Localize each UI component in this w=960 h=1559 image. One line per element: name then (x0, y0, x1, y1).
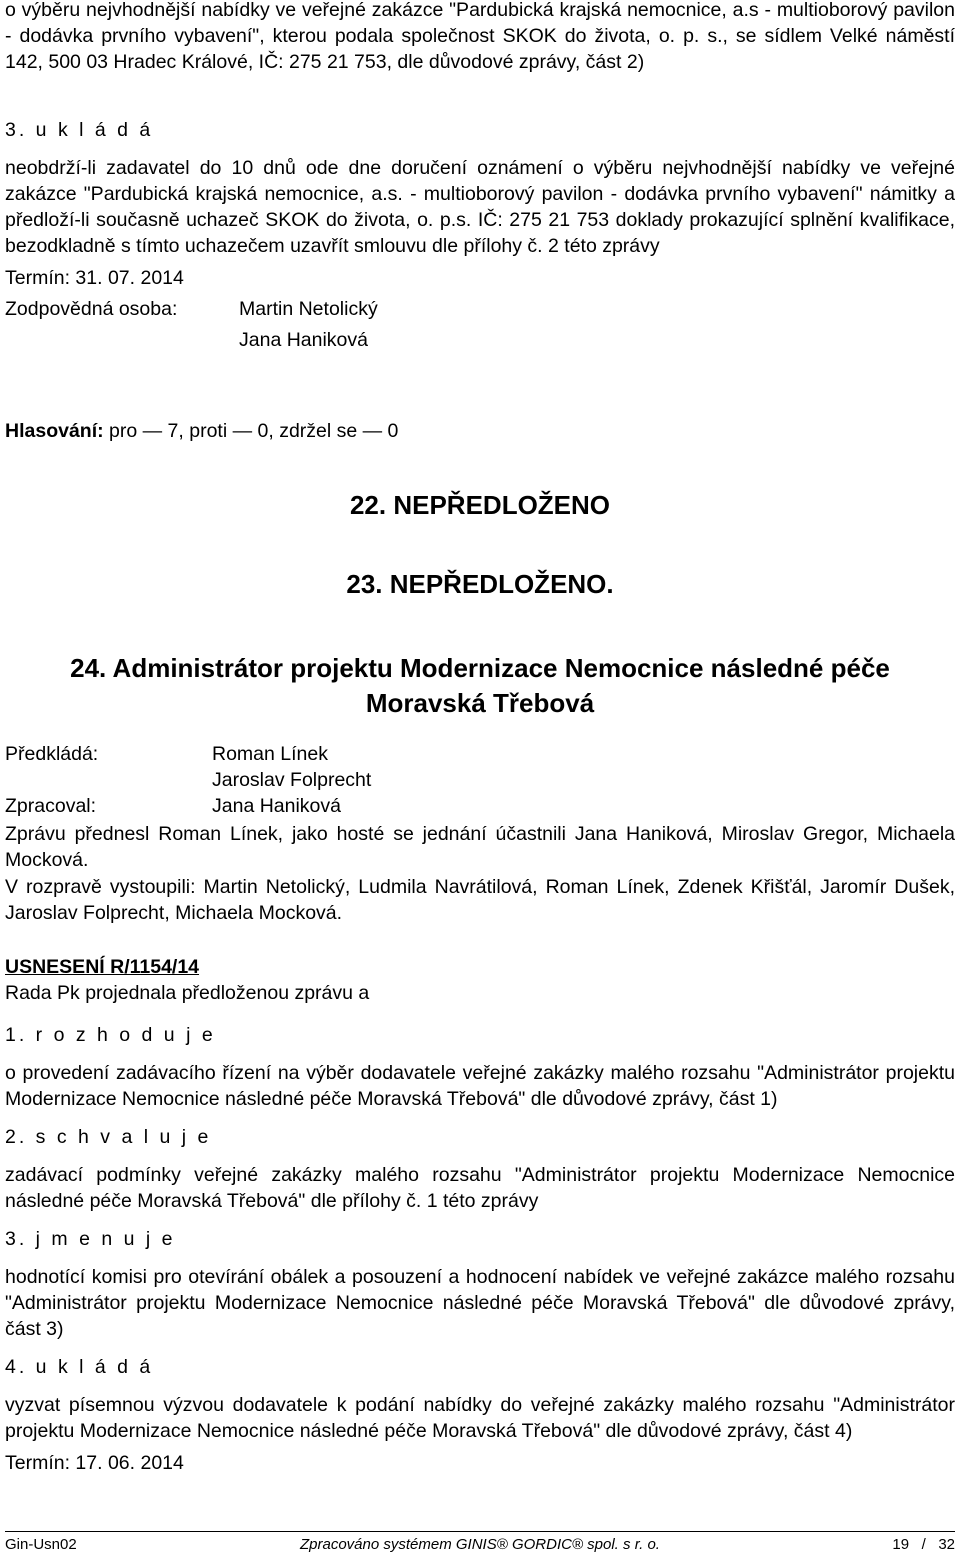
resolution-item-1-label: 1. r o z h o d u j e (5, 1024, 216, 1046)
top-paragraph: o výběru nejvhodnější nabídky ve veřejné zakázce "Pardubická krajská nemocnice, a.s - multioborový pavilon - dodávka prvního vybavení", kterou podala společnost SKOK do života, o. p. s., se sídlem Velké náměstí 142, 500 03 Hradec Králové, IČ: 275 21 753, dle důvodové zprávy, část 2) (5, 0, 955, 73)
responsible-person-2: Jana Haniková (239, 329, 368, 351)
item-3-label: 3. u k l á d á (5, 119, 154, 141)
resolution-title: USNESENÍ R/1154/14 (5, 956, 200, 978)
resolution-item-3-text: hodnotící komisi pro otevírání obálek a posouzení a hodnocení nabídek ve veřejné zakázce malého rozsahu "Administrátor projektu Modernizace Nemocnice následné péče Moravská Třebová" dle důvodové zprávy, část 3) (5, 1266, 955, 1340)
debate-paragraph: V rozpravě vystoupili: Martin Netolický, Ludmila Navrátilová, Roman Línek, Zdenek Křišťál, Jaromír Dušek, Jaroslav Folprecht, Michaela Mocková. (5, 876, 955, 924)
resolution-item-4-text: vyzvat písemnou výzvou dodavatele k podání nabídky do veřejné zakázky malého rozsahu "Administrátor projektu Modernizace Nemocnice následné péče Moravská Třebová" dle důvodové zprávy, část 4) (5, 1394, 955, 1442)
page-footer (5, 1531, 955, 1553)
vote-text: pro — 7, proti — 0, zdržel se — 0 (103, 420, 399, 442)
submitted-person-1: Roman Línek (212, 743, 328, 765)
presented-paragraph: Zprávu přednesl Roman Línek, jako hosté se jednání účastnili Jana Haniková, Miroslav Gregor, Michaela Mocková. (5, 823, 955, 871)
heading-24 (5, 651, 955, 721)
heading-24-number: 24. (70, 653, 107, 683)
footer-system-note: Zpracováno systémem GINIS® GORDIC® spol. s r. o. (300, 1536, 660, 1553)
heading-24-title-line-1: Administrátor projektu Modernizace Nemocnice následné péče (112, 653, 890, 683)
responsible-row (5, 294, 955, 325)
resolution-item-4-label: 4. u k l á d á (5, 1356, 154, 1378)
item-3-block (5, 117, 955, 356)
resolution-item-2-label: 2. s c h v a l u j e (5, 1126, 212, 1148)
footer-doc-code: Gin-Usn02 (5, 1536, 77, 1553)
item-3-text: neobdrží-li zadavatel do 10 dnů ode dne doručení oznámení o výběru nejvhodnější nabídky ve veřejné zakázce "Pardubická krajská nemocnice, a.s. - multioborový pavilon - dodávka prvního vybavení" námitky a předloží-li současně uchazeč SKOK do života, o. p.s. IČ: 275 21 753 doklady prokazující splnění kvalifikace, bezodkladně s tímto uchazečem uzavřít smlouvu dle přílohy č. 2 této zprávy (5, 157, 955, 257)
vote-label: Hlasování: (5, 420, 104, 442)
prepared-person: Jana Haniková (212, 795, 341, 817)
responsible-person-1: Martin Netolický (239, 298, 378, 320)
heading-22: 22. NEPŘEDLOŽENO (349, 490, 611, 520)
prepared-label: Zpracoval: (5, 795, 97, 817)
resolution-item-2-text: zadávací podmínky veřejné zakázky malého rozsahu "Administrátor projektu Modernizace Nemocnice následné péče Moravská Třebová" dle přílohy č. 1 této zprávy (5, 1164, 955, 1212)
submitters-block (5, 741, 955, 819)
submitted-person-2: Jaroslav Folprecht (212, 769, 372, 791)
resolution-block (5, 954, 955, 1476)
resolution-item-3-label: 3. j m e n u j e (5, 1228, 176, 1250)
submitted-label: Předkládá: (5, 743, 99, 765)
heading-23: 23. NEPŘEDLOŽENO. (346, 569, 614, 599)
responsible-label: Zodpovědná osoba: (5, 298, 178, 320)
responsible-row-2 (5, 325, 955, 356)
item-3-term: Termín: 31. 07. 2014 (5, 267, 184, 289)
vote-line (5, 418, 398, 444)
resolution-item-1-text: o provedení zadávacího řízení na výběr dodavatele veřejné zakázky malého rozsahu "Administrátor projektu Modernizace Nemocnice následné péče Moravská Třebová" dle důvodové zprávy, část 1) (5, 1062, 955, 1110)
footer-page-number: 19 / 32 (892, 1536, 955, 1553)
resolution-term: Termín: 17. 06. 2014 (5, 1452, 184, 1474)
resolution-intro: Rada Pk projednala předloženou zprávu a (5, 982, 370, 1004)
heading-24-title-line-2: Moravská Třebová (365, 688, 595, 718)
